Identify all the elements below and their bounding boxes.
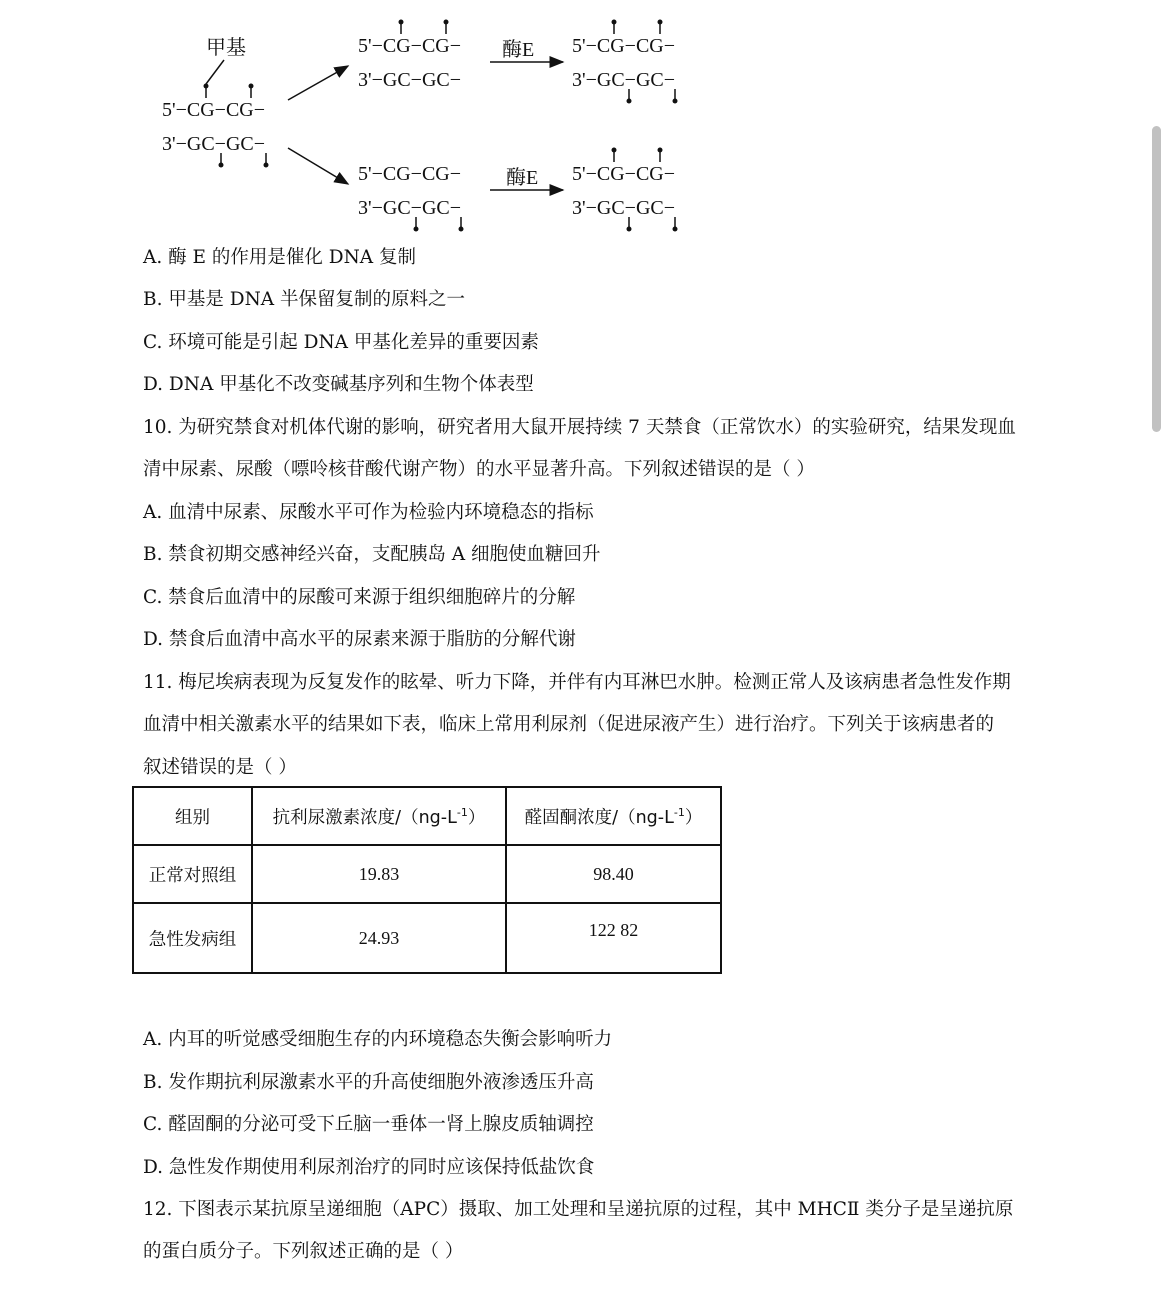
row-group: 正常对照组 [133, 845, 252, 903]
svg-text:5'−CG−CG−: 5'−CG−CG− [572, 35, 676, 57]
svg-text:5'−CG−CG−: 5'−CG−CG− [358, 163, 462, 185]
header-group: 组别 [133, 787, 252, 845]
methyl-pointer [206, 60, 224, 84]
q11-stem-line3: 叙述错误的是（ ） [143, 757, 297, 778]
header-aldosterone: 醛固酮浓度$/(ng-L^{-1})$ [506, 787, 721, 845]
q9-option-b: B. 甲基是 DNA 半保留复制的原料之一 [143, 289, 465, 310]
methylated-dna-top [572, 20, 678, 104]
row-ald-value: 98.40 [506, 845, 721, 903]
enzyme-label-top: 酶E [502, 39, 535, 61]
branch-arrow-down [288, 148, 348, 184]
daughter-dna-bottom [358, 163, 464, 232]
vertical-scrollbar[interactable] [1152, 126, 1161, 432]
q10-stem-line2: 清中尿素、尿酸（嘌呤核苷酸代谢产物）的水平显著升高。下列叙述错误的是（ ） [143, 459, 815, 480]
row-adh-value: 19.83 [252, 845, 506, 903]
q10-option-a: A. 血清中尿素、尿酸水平可作为检验内环境稳态的指标 [143, 502, 594, 523]
q10-option-b: B. 禁食初期交感神经兴奋，支配胰岛 A 细胞使血糖回升 [143, 544, 601, 565]
q11-option-a: A. 内耳的听觉感受细胞生存的内环境稳态失衡会影响听力 [143, 1029, 613, 1050]
q11-option-c: C. 醛固酮的分泌可受下丘脑一垂体一肾上腺皮质轴调控 [143, 1114, 594, 1135]
q12-stem-line2: 的蛋白质分子。下列叙述正确的是（ ） [143, 1241, 464, 1262]
methyl-mark [219, 163, 224, 168]
branch-arrow-up [288, 66, 348, 100]
row-group: 急性发病组 [133, 903, 252, 973]
methylated-dna-bottom [572, 148, 678, 232]
row-ald-value: 122 82 [506, 903, 721, 973]
enzyme-label-bottom: 酶E [506, 167, 539, 189]
svg-text:5'−CG−CG−: 5'−CG−CG− [572, 163, 676, 185]
q10-option-d: D. 禁食后血清中高水平的尿素来源于脂肪的分解代谢 [143, 629, 576, 650]
daughter-dna-top [358, 20, 461, 92]
row-adh-value: 24.93 [252, 903, 506, 973]
dna-methylation-diagram [140, 10, 720, 240]
q11-option-d: D. 急性发作期使用利尿剂治疗的同时应该保持低盐饮食 [143, 1157, 595, 1178]
q9-option-d: D. DNA 甲基化不改变碱基序列和生物个体表型 [143, 374, 534, 395]
q9-option-a: A. 酶 E 的作用是催化 DNA 复制 [143, 247, 417, 268]
q12-stem-line1: 12. 下图表示某抗原呈递细胞（APC）摄取、加工处理和呈递抗原的过程，其中 MHCⅡ 类分子是呈递抗原 [143, 1199, 1014, 1220]
svg-text:3'−GC−GC−: 3'−GC−GC− [572, 197, 676, 219]
svg-text:3'−GC−GC−: 3'−GC−GC− [358, 197, 462, 219]
q11-stem-line1: 11. 梅尼埃病表现为反复发作的眩晕、听力下降，并伴有内耳淋巴水肿。检测正常人及该病患者急性发作期 [143, 672, 1011, 693]
q11-stem-line2: 血清中相关激素水平的结果如下表，临床上常用利尿剂（促进尿液产生）进行治疗。下列关于该病患者的 [143, 714, 995, 735]
table-row [133, 845, 721, 903]
strand-3-prime: 3'−GC−GC− [162, 133, 266, 155]
svg-text:3'−GC−GC−: 3'−GC−GC− [572, 69, 676, 91]
table-header-row [133, 787, 721, 845]
q10-stem-line1: 10. 为研究禁食对机体代谢的影响，研究者用大鼠开展持续 7 天禁食（正常饮水）的实验研究，结果发现血 [143, 417, 1016, 438]
methyl-label: 甲基 [206, 37, 246, 59]
methyl-mark [264, 163, 269, 168]
strand-5-prime: 5'−CG−CG− [162, 99, 266, 121]
hormone-table [132, 786, 722, 974]
header-adh: 抗利尿激素浓度$/(ng-L^{-1})$ [252, 787, 506, 845]
methyl-mark [204, 84, 209, 89]
q9-option-c: C. 环境可能是引起 DNA 甲基化差异的重要因素 [143, 332, 539, 353]
q11-option-b: B. 发作期抗利尿激素水平的升高使细胞外液渗透压升高 [143, 1072, 594, 1093]
svg-text:3'−GC−GC−: 3'−GC−GC− [358, 69, 462, 91]
table-row [133, 903, 721, 973]
parent-dna [162, 84, 269, 168]
svg-text:5'−CG−CG−: 5'−CG−CG− [358, 35, 462, 57]
q10-option-c: C. 禁食后血清中的尿酸可来源于组织细胞碎片的分解 [143, 587, 576, 608]
methyl-mark [249, 84, 254, 89]
